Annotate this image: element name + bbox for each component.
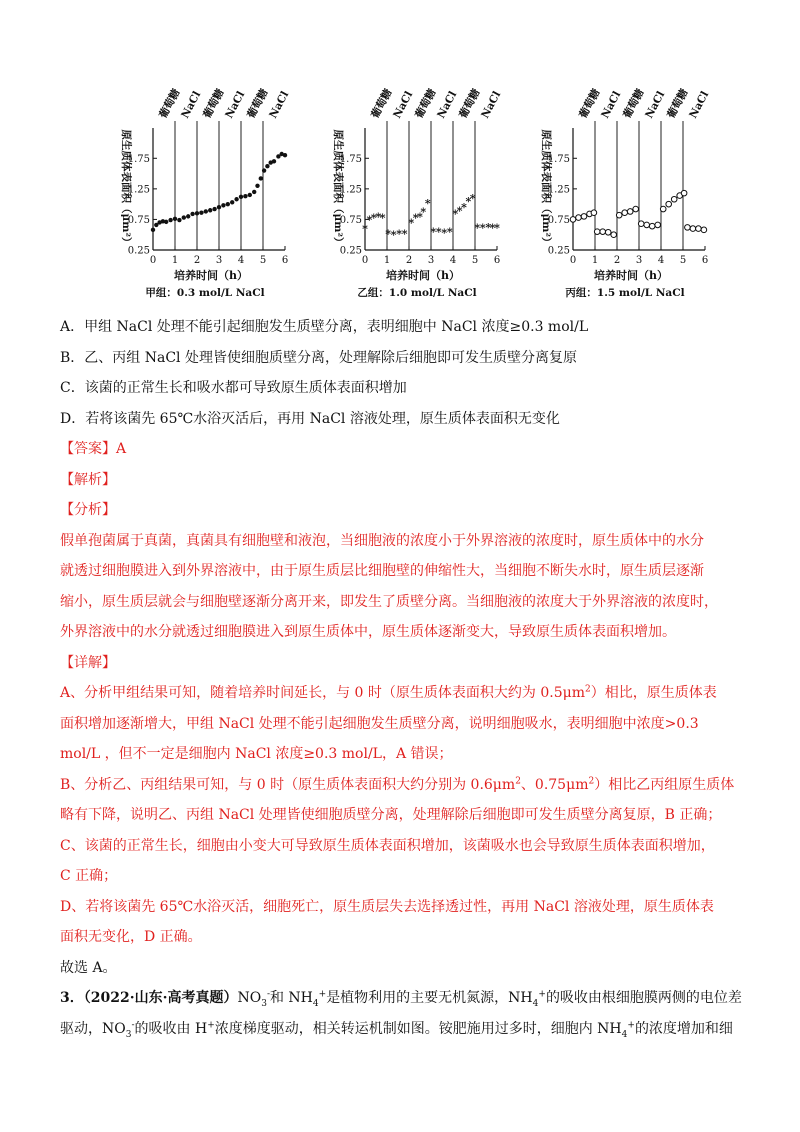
- q3-text: 的吸收由根细胞膜两侧的电位差: [545, 990, 742, 1006]
- data-point: *: [489, 221, 496, 235]
- data-point: *: [494, 221, 500, 235]
- q3-text: 和 NH: [269, 990, 313, 1006]
- y-axis-label: 原生质体表面积（μm²）: [540, 129, 552, 248]
- question-content: [60, 312, 740, 1044]
- detail-b-text: B、分析乙、丙组结果可知，与 0 时（原生质体表面积大约分别为 0.6μm: [60, 776, 516, 793]
- data-point: [283, 153, 287, 157]
- y-tick-label: 0.75: [127, 214, 150, 226]
- q3-text: 驱动，NO: [60, 1020, 126, 1037]
- data-point: [655, 222, 661, 228]
- top-label: NaCl: [179, 89, 204, 121]
- data-point: [570, 217, 576, 223]
- analysis-line: 就透过细胞膜进入到外界溶液中，由于原生质层比细胞壁的伸缩性大，当细胞不断失水时，原生质层逐渐: [60, 563, 704, 579]
- data-point: [611, 232, 617, 238]
- group-label: 甲组：0.3 mol/L NaCl: [145, 287, 265, 299]
- top-label: NaCl: [643, 89, 668, 121]
- data-point: [262, 168, 266, 172]
- y-tick-label: 1.25: [127, 184, 150, 196]
- detail-c-line: C 正确；: [60, 868, 118, 884]
- y-axis-label: 原生质体表面积（μm²）: [332, 129, 344, 248]
- option-b: B．乙、丙组 NaCl 处理皆使细胞质壁分离，处理解除后细胞即可发生质壁分离复原: [60, 349, 577, 366]
- top-label: 葡萄糖: [157, 86, 183, 121]
- x-tick-label: 4: [657, 255, 665, 266]
- data-point: [168, 218, 172, 222]
- data-point: [690, 226, 696, 232]
- data-point: *: [366, 213, 373, 227]
- data-point: [627, 209, 633, 215]
- data-point: *: [430, 225, 437, 239]
- data-point: *: [424, 196, 431, 210]
- data-point: *: [461, 201, 467, 215]
- top-label: NaCl: [223, 89, 248, 121]
- data-point: *: [420, 205, 427, 219]
- superscript: +: [538, 989, 546, 1000]
- x-axis-label: 培养时间（h）: [174, 269, 248, 282]
- x-tick-label: 2: [613, 255, 621, 266]
- detail-d-line: D、若将该菌先 65℃水浴灭活，细胞死亡，原生质层失去选择透过性，再用 NaCl 溶液处理，原生质体表: [60, 898, 714, 915]
- data-point: *: [401, 227, 408, 241]
- chart-bing-svg: [515, 86, 712, 299]
- option-d: D．若将该菌先 65℃水浴灭活后，再用 NaCl 溶液处理，原生质体表面积无变化: [60, 410, 560, 427]
- x-tick-label: 6: [281, 255, 289, 266]
- data-point: [252, 190, 256, 194]
- x-tick-label: 1: [171, 255, 179, 266]
- data-point: [182, 215, 186, 219]
- data-point: [644, 222, 650, 228]
- data-point: *: [474, 221, 481, 235]
- data-point: *: [396, 227, 402, 241]
- data-point: *: [441, 226, 448, 240]
- x-tick-label: 1: [591, 255, 599, 266]
- fenxi-heading: 【分析】: [60, 502, 116, 518]
- x-tick-label: 3: [427, 255, 435, 266]
- x-tick-label: 2: [193, 255, 201, 266]
- data-point: [164, 220, 168, 224]
- detail-b-line: 略有下降，说明乙、丙组 NaCl 处理皆使细胞质壁分离，处理解除后细胞即可发生质壁分离复原，B 正确；: [60, 807, 722, 823]
- data-point: *: [370, 211, 377, 225]
- x-tick-label: 3: [635, 255, 643, 266]
- data-point: [616, 212, 622, 218]
- chart-yi-svg: [307, 86, 504, 299]
- subscript: 3: [261, 998, 267, 1009]
- detail-a-text: ）相比，原生质体表: [590, 685, 717, 701]
- data-point: [212, 207, 216, 211]
- xiangjie-heading: 【详解】: [60, 654, 116, 671]
- data-point: [660, 206, 666, 212]
- top-label: NaCl: [599, 89, 624, 121]
- data-point: [248, 193, 252, 197]
- superscript: +: [207, 1019, 215, 1030]
- data-point: [685, 225, 691, 231]
- data-point: [199, 211, 203, 215]
- subscript: 3: [125, 1029, 132, 1040]
- data-point: [195, 211, 199, 215]
- top-label: 葡萄糖: [201, 86, 227, 121]
- data-point: *: [469, 192, 476, 206]
- data-point: [272, 159, 276, 163]
- q3-text: 浓度梯度驱动，相关转运机制如图。铵肥施用过多时，细胞内 NH: [214, 1020, 622, 1037]
- data-point: *: [408, 216, 415, 230]
- x-tick-label: 5: [471, 255, 479, 266]
- figure: [95, 88, 715, 298]
- superscript: 2: [585, 684, 591, 695]
- data-point: *: [362, 222, 368, 236]
- chart-jia-svg: [95, 86, 292, 299]
- x-tick-label: 1: [383, 255, 391, 266]
- data-point: *: [435, 225, 442, 239]
- chart-yi: [307, 86, 504, 299]
- data-point: *: [446, 225, 453, 239]
- data-point: [681, 190, 687, 196]
- y-tick-label: 1.75: [127, 153, 150, 165]
- detail-a-line: [60, 678, 740, 709]
- analysis-line: 假单孢菌属于真菌，真菌具有细胞壁和液泡，当细胞液的浓度小于外界溶液的浓度时，原生质体中的水分: [60, 532, 704, 549]
- jiexi-heading: 【解析】: [60, 471, 116, 488]
- superscript: -: [131, 1019, 135, 1030]
- data-point: [221, 203, 225, 207]
- y-tick-label: 1.75: [547, 153, 570, 165]
- answer: 【答案】A: [60, 441, 127, 457]
- subscript: 4: [621, 1029, 628, 1040]
- top-label: NaCl: [479, 89, 504, 121]
- superscript: 2: [515, 775, 521, 786]
- chart-jia: [95, 86, 292, 299]
- data-point: [649, 223, 655, 229]
- analysis-line: 外界溶液中的水分就透过细胞膜进入到原生质体中，原生质体逐渐变大，导致原生质体表面积增加。: [60, 624, 676, 640]
- data-point: [230, 200, 234, 204]
- option-c: C．该菌的正常生长和吸水都可导致原生质体表面积增加: [60, 380, 407, 396]
- data-point: *: [417, 210, 423, 224]
- detail-a-line: 面积增加逐渐增大，甲组 NaCl 处理不能引起细胞发生质壁分离，说明细胞吸水，表明细胞中浓度>0.3: [60, 715, 699, 732]
- data-point: *: [452, 207, 459, 221]
- data-point: [605, 229, 611, 235]
- data-point: [151, 228, 155, 232]
- data-point: [576, 215, 582, 221]
- y-tick-label: 0.25: [339, 245, 362, 257]
- superscript: 2: [588, 775, 595, 786]
- data-point: [177, 218, 181, 222]
- data-point: [666, 201, 672, 207]
- detail-b-text: ）相比乙丙组原生质体: [594, 776, 735, 793]
- data-point: *: [379, 211, 386, 225]
- data-point: [208, 208, 212, 212]
- x-tick-label: 3: [215, 255, 223, 266]
- top-label: NaCl: [435, 89, 460, 121]
- detail-b-text: 、0.75μm: [520, 776, 589, 793]
- question-3-line1: [60, 983, 740, 1014]
- y-tick-label: 0.25: [127, 245, 150, 257]
- x-tick-label: 6: [701, 255, 709, 266]
- x-tick-label: 0: [149, 255, 157, 266]
- data-point: [701, 227, 707, 233]
- data-point: [239, 195, 243, 199]
- x-axis-label: 培养时间（h）: [594, 269, 668, 282]
- x-tick-label: 5: [679, 255, 687, 266]
- x-tick-label: 4: [237, 255, 245, 266]
- y-tick-label: 0.75: [339, 214, 362, 226]
- x-tick-label: 2: [405, 255, 413, 266]
- group-label: 丙组：1.5 mol/L NaCl: [565, 287, 685, 299]
- top-label: 葡萄糖: [369, 86, 395, 121]
- data-point: *: [375, 210, 382, 224]
- y-tick-label: 1.25: [339, 184, 362, 196]
- detail-b-line: [60, 770, 740, 801]
- data-point: *: [390, 228, 397, 242]
- chart-bing: [515, 86, 712, 299]
- data-point: [226, 202, 230, 206]
- data-point: [234, 197, 238, 201]
- superscript: -: [266, 989, 270, 1000]
- x-tick-label: 4: [449, 255, 457, 266]
- data-point: *: [485, 220, 492, 234]
- data-point: [243, 194, 247, 198]
- data-point: *: [479, 221, 486, 235]
- data-point: [622, 210, 628, 216]
- top-label: NaCl: [267, 89, 292, 121]
- group-label: 乙组：1.0 mol/L NaCl: [357, 287, 477, 299]
- y-tick-label: 0.75: [547, 214, 570, 226]
- data-point: [671, 196, 677, 202]
- detail-d-line: 面积无变化，D 正确。: [60, 929, 202, 945]
- data-point: [591, 210, 597, 216]
- q3-text: 是植物利用的主要无机氮源，NH: [326, 990, 533, 1006]
- top-label: 葡萄糖: [665, 86, 691, 121]
- conclusion: 故选 A。: [60, 959, 117, 976]
- x-tick-label: 0: [361, 255, 369, 266]
- top-label: NaCl: [687, 89, 712, 121]
- data-point: [265, 164, 269, 168]
- top-label: 葡萄糖: [457, 86, 483, 121]
- x-tick-label: 0: [569, 255, 577, 266]
- top-label: NaCl: [391, 89, 416, 121]
- data-point: [696, 226, 702, 232]
- data-point: *: [412, 211, 419, 225]
- option-a: A．甲组 NaCl 处理不能引起细胞发生质壁分离，表明细胞中 NaCl 浓度≥0.3 mol/L: [60, 319, 589, 335]
- data-point: [594, 229, 600, 235]
- y-tick-label: 1.75: [339, 153, 362, 165]
- q3-text: 的浓度增加和细: [634, 1020, 733, 1037]
- x-axis-label: 培养时间（h）: [386, 269, 460, 282]
- top-label: 葡萄糖: [577, 86, 603, 121]
- question-3-source: 3．（2022·山东·高考真题）: [60, 990, 238, 1006]
- data-point: [204, 209, 208, 213]
- subscript: 4: [312, 998, 319, 1009]
- data-point: [173, 217, 177, 221]
- data-point: [186, 214, 190, 218]
- data-point: [255, 184, 259, 188]
- data-point: [600, 229, 606, 235]
- data-point: [217, 205, 221, 209]
- top-label: 葡萄糖: [245, 86, 271, 121]
- top-label: 葡萄糖: [413, 86, 439, 121]
- data-point: *: [465, 195, 472, 209]
- detail-a-text: A、分析甲组结果可知，随着培养时间延长，与 0 时（原生质体表面积大约为 0.5μm: [60, 685, 586, 701]
- data-point: [581, 214, 587, 220]
- detail-c-line: C、该菌的正常生长，细胞由小变大可导致原生质体表面积增加，该菌吸水也会导致原生质体表面积增加，: [60, 837, 715, 854]
- data-point: [638, 221, 644, 227]
- detail-a-line: mol/L ，但不一定是细胞内 NaCl 浓度≥0.3 mol/L，A 错误；: [60, 746, 453, 762]
- data-point: *: [456, 204, 463, 218]
- top-label: 葡萄糖: [621, 86, 647, 121]
- y-tick-label: 0.25: [547, 245, 570, 257]
- subscript: 4: [532, 998, 539, 1009]
- x-tick-label: 5: [259, 255, 267, 266]
- superscript: +: [318, 989, 327, 1000]
- q3-text: 的吸收由 H: [134, 1020, 208, 1037]
- data-point: [633, 206, 639, 212]
- data-point: [190, 212, 194, 216]
- analysis-line: 缩小，原生质层就会与细胞壁逐渐分离开来，即发生了质壁分离。当细胞液的浓度大于外界溶液的浓度时，: [60, 593, 718, 610]
- superscript: +: [627, 1019, 635, 1030]
- data-point: *: [385, 227, 391, 241]
- question-3-line2: [60, 1014, 740, 1045]
- y-axis-label: 原生质体表面积（μm²）: [120, 129, 132, 248]
- q3-text: NO: [237, 990, 262, 1006]
- data-point: [259, 176, 263, 180]
- x-tick-label: 6: [493, 255, 501, 266]
- y-tick-label: 1.25: [547, 184, 570, 196]
